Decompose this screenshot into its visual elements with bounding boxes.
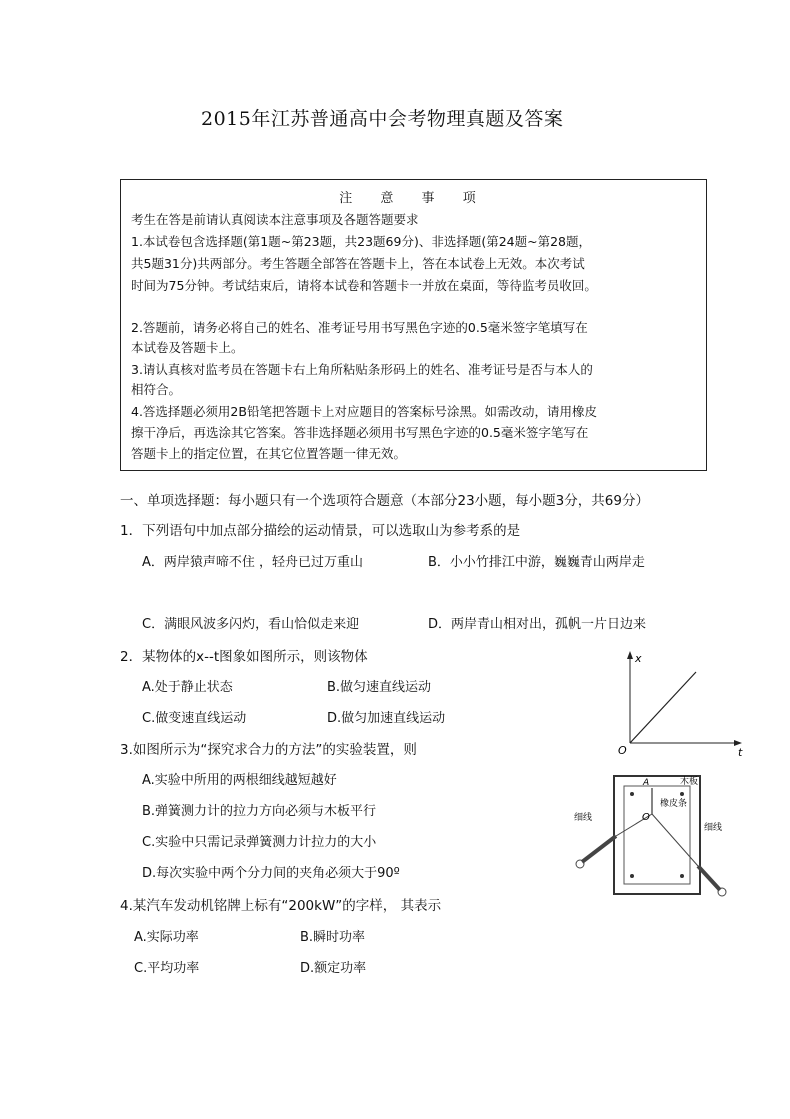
apparatus-board-label: 木板	[680, 777, 699, 787]
notice-line: 答题卡上的指定位置，在其它位置答题一律无效。	[131, 446, 407, 461]
graph-x-label: t	[738, 746, 743, 758]
notice-line: 共5题31分)共两部分。考生答题全部答在答题卡上，答在本试卷上无效。本次考试	[131, 256, 585, 271]
apparatus-thread-right-label: 细线	[704, 823, 723, 833]
question-3-stem: 3.如图所示为“探究求合力的方法”的实验装置，则	[120, 742, 417, 758]
question-1-option-b: B．小小竹排江中游，巍巍青山两岸走	[428, 555, 645, 570]
notice-heading: 注 意 事 项	[339, 191, 488, 206]
notice-line: 擦干净后，再选涂其它答案。答非选择题必须用书写黑色字迹的0.5毫米签字笔写在	[131, 425, 589, 440]
question-3-option-d: D.每次实验中两个分力间的夹角必须大于90º	[142, 866, 400, 881]
page-title: 2015年江苏普通高中会考物理真题及答案	[201, 108, 564, 130]
question-3-option-b: B.弹簧测力计的拉力方向必须与木板平行	[142, 804, 377, 819]
apparatus-rubber-label: 橡皮条	[660, 799, 688, 809]
question-4-option-d: D.额定功率	[300, 961, 367, 976]
question-2-option-b: B.做匀速直线运动	[327, 680, 432, 695]
question-2-option-c: C.做变速直线运动	[142, 711, 247, 726]
question-1-option-a: A．两岸猿声啼不住 ，轻舟已过万重山	[142, 555, 364, 570]
notice-line: 相符合。	[131, 382, 182, 397]
notice-line: 1.本试卷包含选择题(第1题~第23题，共23题69分)、非选择题(第24题~第28题，	[131, 234, 591, 249]
notice-box	[120, 179, 707, 471]
apparatus-thread-left-label: 细线	[574, 813, 593, 823]
question-4-option-a: A.实际功率	[134, 930, 199, 945]
question-1-option-c: C．满眼风波多闪灼，看山恰似走来迎	[142, 617, 360, 632]
question-2-stem: 2．某物体的x--t图象如图所示，则该物体	[120, 649, 368, 665]
question-2-option-d: D.做匀加速直线运动	[327, 711, 446, 726]
question-4-option-b: B.瞬时功率	[300, 930, 366, 945]
question-3-option-a: A.实验中所用的两根细线越短越好	[142, 773, 337, 788]
notice-line: 本试卷及答题卡上。	[131, 340, 244, 355]
notice-line: 时间为75分钟。考试结束后，请将本试卷和答题卡一并放在桌面，等待监考员收回。	[131, 278, 597, 293]
force-apparatus-figure	[572, 768, 732, 908]
question-2-option-a: A.处于静止状态	[142, 680, 233, 695]
xt-graph-figure	[610, 648, 750, 758]
graph-origin-label: O	[618, 744, 627, 757]
apparatus-point-a: A	[643, 778, 650, 788]
section-heading: 一、单项选择题：每小题只有一个选项符合题意（本部分23小题，每小题3分，共69分）	[120, 493, 649, 509]
question-1-stem: 1．下列语句中加点部分描绘的运动情景，可以选取山为参考系的是	[120, 523, 521, 539]
question-4-option-c: C.平均功率	[134, 961, 200, 976]
question-3-option-c: C.实验中只需记录弹簧测力计拉力的大小	[142, 835, 377, 850]
notice-line: 3.请认真核对监考员在答题卡右上角所粘贴条形码上的姓名、准考证号是否与本人的	[131, 362, 593, 377]
question-1-option-d: D．两岸青山相对出，孤帆一片日边来	[428, 617, 647, 632]
graph-y-label: x	[635, 652, 642, 665]
question-4-stem: 4.某汽车发动机铭牌上标有“200kW”的字样， 其表示	[120, 898, 442, 914]
notice-line: 2.答题前，请务必将自己的姓名、准考证号用书写黑色字迹的0.5毫米签字笔填写在	[131, 320, 588, 335]
notice-line: 考生在答是前请认真阅读本注意事项及各题答题要求	[131, 212, 419, 227]
notice-line: 4.答选择题必须用2B铅笔把答题卡上对应题目的答案标号涂黑。如需改动，请用橡皮	[131, 404, 597, 419]
apparatus-point-o: O	[642, 812, 650, 823]
